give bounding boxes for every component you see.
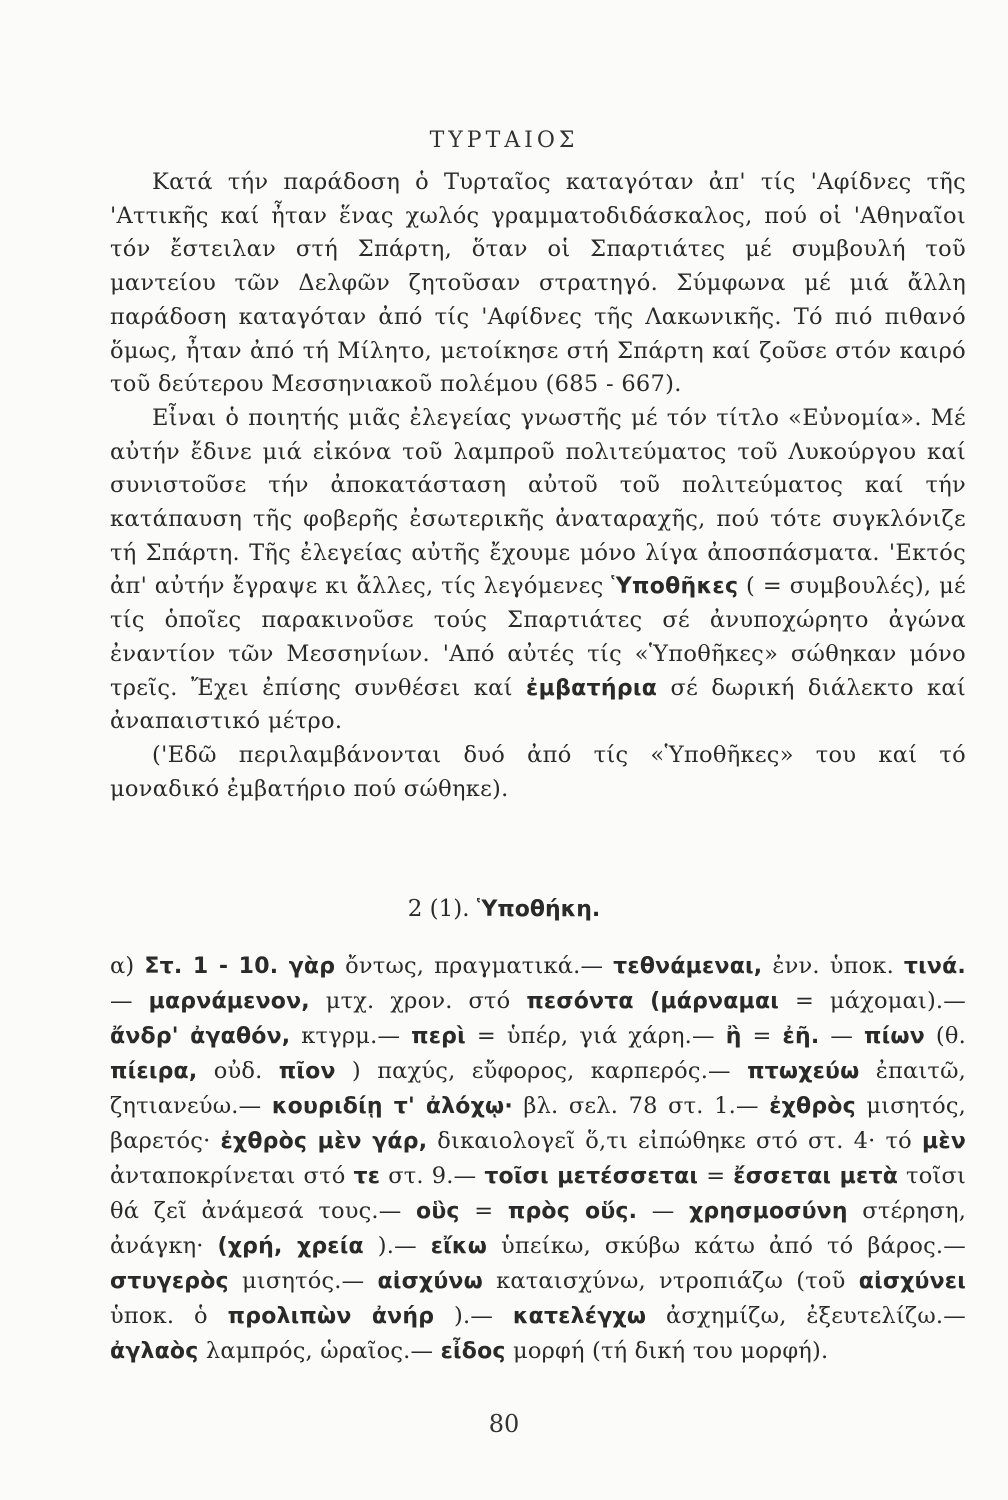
note-gloss: τοῖσι θά ζεῖ ἀνάμεσά τους.— — [110, 1163, 967, 1224]
note-lemma: κουριδίῃ τ' ἀλόχῳ· — [271, 1094, 513, 1119]
note-lemma: ἀγλαὸς — [110, 1339, 199, 1364]
section-title: Ὑποθήκη. — [476, 897, 601, 922]
note-lemma: περὶ — [411, 1024, 466, 1049]
note-gloss: λαμπρός, ὡραῖος.— — [205, 1338, 434, 1364]
intro-paragraph-2-part-c: σέ δωρική διάλεκτο καί ἀναπαιστικό μέτρο. — [110, 674, 967, 735]
note-lemma: αἰσχύνει — [858, 1269, 967, 1294]
note-gloss: δικαιολογεῖ ὅ,τι εἰπώθηκε στό στ. 4· τό — [437, 1128, 912, 1154]
section-heading — [0, 896, 1008, 922]
note-gloss: (θ. — [935, 1023, 966, 1049]
note-gloss: α) — [110, 953, 135, 979]
note-gloss: ).— — [377, 1233, 417, 1259]
note-gloss: ἐνν. ὑποκ. — [772, 953, 894, 979]
note-gloss: = — [706, 1163, 726, 1189]
note-lemma: τε — [353, 1164, 381, 1189]
section-number: 2 (1). — [407, 896, 470, 922]
note-lemma: ἐχθρὸς μὲν γάρ, — [220, 1129, 428, 1154]
intro-text — [110, 166, 966, 806]
commentary-notes — [110, 949, 966, 1369]
note-lemma: μαρνάμενον, — [148, 989, 310, 1014]
note-lemma: οὓς — [416, 1199, 460, 1224]
note-lemma: ἐχθρὸς — [769, 1094, 856, 1119]
note-lemma: (χρή, χρεία — [217, 1234, 364, 1259]
note-gloss: μορφή (τή δική του μορφή). — [513, 1338, 829, 1364]
note-lemma: Στ. 1 - 10. γὰρ — [144, 954, 336, 979]
term-embateria: ἐμβατήρια — [526, 675, 658, 701]
note-gloss: στ. 9.— — [388, 1163, 477, 1189]
note-gloss: — — [830, 1023, 854, 1049]
note-lemma: χρησμοσύνη — [689, 1199, 848, 1224]
note-gloss: — — [651, 1198, 675, 1224]
note-gloss: στέρηση, ἀνάγκη· — [110, 1198, 967, 1259]
note-lemma: πεσόντα (μάρναμαι — [526, 989, 780, 1014]
note-gloss: ἀσχημίζω, ἐξευτελίζω.— — [665, 1303, 966, 1329]
note-gloss: ὑπείκω, σκύβω κάτω ἀπό τό βάρος.— — [501, 1233, 966, 1259]
note-gloss: καταισχύνω, ντροπιάζω (τοῦ — [496, 1268, 846, 1294]
note-lemma: στυγερὸς — [110, 1269, 229, 1294]
note-lemma: ἢ — [725, 1024, 742, 1049]
note-lemma: πίειρα, — [110, 1059, 198, 1084]
note-gloss: μισητός, βαρετός· — [110, 1093, 966, 1154]
intro-paragraph-2 — [110, 402, 966, 739]
note-gloss: ὄντως, πραγματικά.— — [345, 953, 604, 979]
note-lemma: πῖον — [278, 1059, 336, 1084]
note-lemma: τινά. — [903, 954, 966, 979]
running-title: ΤΥΡΤΑΙΟΣ — [429, 128, 579, 153]
note-lemma: ἔσσεται μετὰ — [733, 1164, 899, 1189]
note-lemma: εἴκω — [430, 1234, 488, 1259]
note-lemma: ἄνδρ' ἀγαθόν, — [110, 1024, 291, 1049]
note-gloss: οὐδ. — [213, 1058, 263, 1084]
note-lemma: τοῖσι μετέσσεται — [484, 1164, 699, 1189]
note-lemma: προλιπὼν ἀνήρ — [227, 1304, 435, 1329]
note-gloss: κτγρμ.— — [301, 1023, 401, 1049]
note-gloss: μισητός.— — [241, 1268, 365, 1294]
note-lemma: μὲν — [921, 1129, 967, 1154]
note-lemma: πίων — [864, 1024, 925, 1049]
note-lemma: εἶδος — [440, 1339, 506, 1364]
intro-paragraph-3: ('Εδῶ περιλαμβάνονται δυό ἀπό τίς «Ὑποθῆκες» του καί τό μοναδικό ἐμβατήριο πού σώθηκε). — [110, 741, 966, 802]
note-lemma: πτωχεύω — [747, 1059, 860, 1084]
note-gloss: μτχ. χρον. στό — [325, 988, 511, 1014]
intro-paragraph-2-part-a: Εἶναι ὁ ποιητής μιᾶς ἐλεγείας γνωστῆς μέ τόν τίτλο «Εὐνομία». Μέ αὐτήν ἔδινε μιά εἰκόνα τοῦ λαμπροῦ πολιτεύματος τοῦ Λυκούργου καί συνιστοῦσε τήν ἀποκατάσταση αὐτοῦ τοῦ πολιτεύματος καί τήν κατάπαυση τῆς φοβερῆς ἐσωτερικῆς ἀναταραχῆς, πού τότε συγκλόνιζε τή Σπάρτη. Τῆς ἐλεγείας αὐτῆς ἔχουμε μόνο λίγα ἀποσπάσματα. 'Εκτός ἀπ' αὐτήν ἔγραψε κι ἄλλες, τίς λεγόμενες — [110, 404, 966, 600]
note-lemma: ἐῆ. — [782, 1024, 820, 1049]
note-gloss: = ὑπέρ, γιά χάρη.— — [476, 1023, 715, 1049]
note-lemma: αἰσχύνω — [377, 1269, 483, 1294]
note-gloss: ) παχύς, εὔφορος, καρπερός.— — [351, 1058, 731, 1084]
page-number: 80 — [488, 1410, 520, 1438]
intro-paragraph-1: Κατά τήν παράδοση ὁ Τυρταῖος καταγόταν ἀπ' τίς 'Αφίδνες τῆς 'Αττικῆς καί ἦταν ἕνας χωλός γραμματοδιδάσκαλος, πού οἱ 'Αθηναῖοι τόν ἔστειλαν στή Σπάρτη, ὅταν οἱ Σπαρτιάτες μέ συμβουλή τοῦ μαντείου τῶν Δελφῶν ζητοῦσαν στρατηγό. Σύμφωνα μέ μιά ἄλλη παράδοση καταγόταν ἀπό τίς 'Αφίδνες τῆς Λακωνικῆς. Τό πιό πιθανό ὅμως, ἦταν ἀπό τή Μίλητο, μετοίκησε στή Σπάρτη καί ζοῦσε στόν καιρό τοῦ δεύτερου Μεσσηνιακοῦ πολέμου (685 - 667). — [110, 169, 966, 398]
note-gloss: = μάχομαι).— — [794, 988, 966, 1014]
note-gloss: = — [474, 1198, 494, 1224]
note-gloss: ἐπαιτῶ, ζητιανεύω.— — [110, 1058, 966, 1119]
note-lemma: πρὸς οὕς. — [507, 1199, 638, 1224]
note-lemma: τεθνάμεναι, — [613, 954, 763, 979]
note-gloss: = — [752, 1023, 772, 1049]
note-gloss: ).— — [453, 1303, 494, 1329]
note-gloss: — — [110, 988, 133, 1014]
note-gloss: ὑποκ. ὁ — [110, 1303, 208, 1329]
note-gloss: ἀνταποκρίνεται στό — [110, 1163, 346, 1189]
intro-paragraph-2-part-b: ( = συμβουλές), μέ τίς ὁποῖες παρακινοῦσε τούς Σπαρτιάτες σέ ἀνυποχώρητο ἀγώνα ἐναντίον τῶν Μεσσηνίων. 'Από αὐτές τίς «Ὑποθῆκες» σώθηκαν μόνο τρεῖς. Ἔχει ἐπίσης συνθέσει καί — [110, 573, 966, 701]
term-hypothekes: Ὑποθῆκες — [611, 574, 739, 600]
note-gloss: βλ. σελ. 78 στ. 1.— — [523, 1093, 759, 1119]
note-lemma: κατελέγχω — [512, 1304, 647, 1329]
